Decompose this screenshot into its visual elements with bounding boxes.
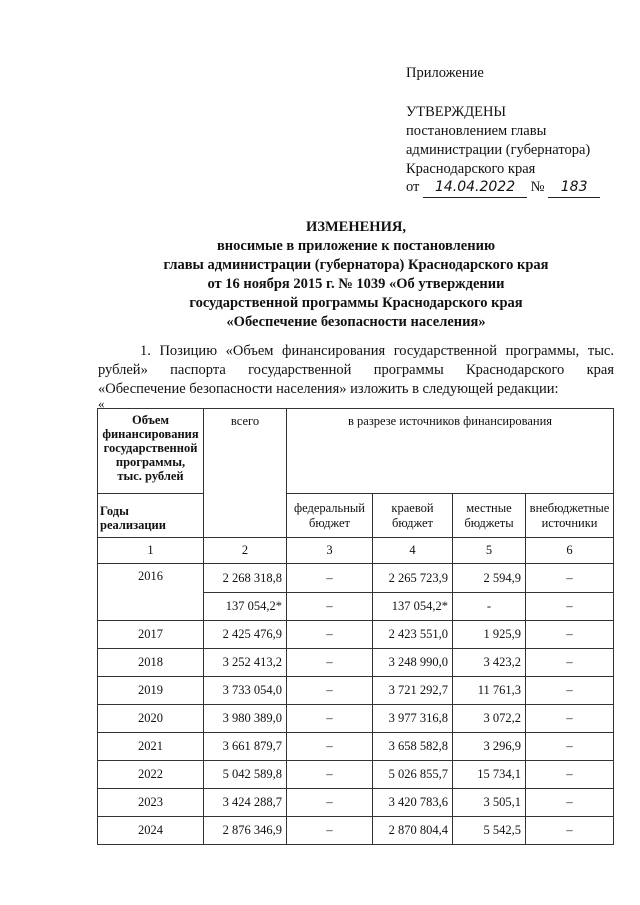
regional-cell: 3 248 990,0: [373, 649, 453, 677]
table-row: [98, 789, 614, 817]
regional-cell: 3 977 316,8: [373, 705, 453, 733]
header-local: местные бюджеты: [453, 494, 526, 538]
document-heading: ИЗМЕНЕНИЯ,: [306, 219, 406, 235]
local-cell: 15 734,1: [453, 761, 526, 789]
table-row: [98, 817, 614, 845]
approved-label: УТВЕРЖДЕНЫ: [406, 104, 507, 120]
regional-cell: 2 870 804,4: [373, 817, 453, 845]
header-left-line: тыс. рублей: [117, 469, 184, 483]
local-cell: 3 505,1: [453, 789, 526, 817]
year-cell: 2024: [98, 817, 204, 845]
header-row-1: [98, 409, 614, 494]
date-prefix: от: [406, 179, 420, 195]
header-total: всего: [204, 409, 287, 538]
year-cell: 2017: [98, 621, 204, 649]
total-cell: 3 733 054,0: [204, 677, 287, 705]
federal-cell: –: [287, 761, 373, 789]
federal-cell: –: [287, 649, 373, 677]
total-cell: 3 424 288,7: [204, 789, 287, 817]
header-left-line: Объем: [131, 413, 169, 427]
number-value: 183: [548, 178, 600, 198]
paragraph-line-1: 1. Позицию «Объем финансирования государственной программы, тыс.: [140, 343, 614, 359]
local-cell: 5 542,5: [453, 817, 526, 845]
total-cell: 3 661 879,7: [204, 733, 287, 761]
table-row: [98, 733, 614, 761]
federal-cell: –: [287, 733, 373, 761]
column-number: 4: [373, 538, 453, 564]
approved-line-3: Краснодарского края: [406, 161, 536, 177]
year-cell: 2016: [98, 564, 204, 621]
approved-line-1: постановлением главы: [406, 123, 547, 139]
table-row: [98, 705, 614, 733]
column-number-row: [98, 538, 614, 564]
total-cell: 137 054,2*: [204, 593, 287, 621]
federal-cell: –: [287, 593, 373, 621]
local-cell: 2 594,9: [453, 564, 526, 593]
extra-cell: –: [526, 564, 614, 593]
regional-cell: 5 026 855,7: [373, 761, 453, 789]
total-cell: 3 980 389,0: [204, 705, 287, 733]
header-extrabudgetary: внебюджетные источники: [526, 494, 614, 538]
financing-table: [97, 408, 614, 845]
federal-cell: –: [287, 564, 373, 593]
table-row: [98, 564, 614, 593]
header-left-line: финансирования: [102, 427, 199, 441]
approved-line-2: администрации (губернатора): [406, 142, 591, 158]
extra-cell: –: [526, 621, 614, 649]
extra-cell: –: [526, 761, 614, 789]
header-row-2: [98, 494, 614, 538]
year-cell: 2022: [98, 761, 204, 789]
column-number: 2: [204, 538, 287, 564]
year-cell: 2023: [98, 789, 204, 817]
column-number: 5: [453, 538, 526, 564]
header-years-line: реализации: [100, 517, 166, 532]
year-cell: 2019: [98, 677, 204, 705]
table-row: [98, 677, 614, 705]
extra-cell: –: [526, 817, 614, 845]
paragraph-line-3: «Обеспечение безопасности населения» изложить в следующей редакции:: [98, 381, 559, 397]
regional-cell: 3 658 582,8: [373, 733, 453, 761]
approval-date-line: [406, 178, 600, 198]
column-number: 3: [287, 538, 373, 564]
header-financing-volume: [98, 409, 204, 494]
header-left-line: государственной: [103, 441, 198, 455]
title-line-2: главы администрации (губернатора) Краснодарского края: [163, 257, 549, 273]
year-cell: 2018: [98, 649, 204, 677]
title-line-4: государственной программы Краснодарского края: [189, 295, 523, 311]
extra-cell: –: [526, 789, 614, 817]
year-cell: 2021: [98, 733, 204, 761]
federal-cell: –: [287, 789, 373, 817]
regional-cell: 2 423 551,0: [373, 621, 453, 649]
federal-cell: –: [287, 677, 373, 705]
table-row: [98, 621, 614, 649]
total-cell: 5 042 589,8: [204, 761, 287, 789]
federal-cell: –: [287, 817, 373, 845]
total-cell: 2 268 318,8: [204, 564, 287, 593]
title-line-5: «Обеспечение безопасности населения»: [226, 314, 486, 330]
extra-cell: –: [526, 649, 614, 677]
title-line-3: от 16 ноября 2015 г. № 1039 «Об утверждении: [207, 276, 505, 292]
local-cell: 3 296,9: [453, 733, 526, 761]
extra-cell: –: [526, 677, 614, 705]
federal-cell: –: [287, 705, 373, 733]
table-row: [98, 649, 614, 677]
local-cell: -: [453, 593, 526, 621]
number-prefix: №: [530, 179, 545, 195]
paragraph-line-2: рублей» паспорта государственной программы Краснодарского края: [98, 362, 614, 378]
federal-cell: –: [287, 621, 373, 649]
header-federal: федеральный бюджет: [287, 494, 373, 538]
open-quote: «: [98, 396, 105, 411]
header-regional: краевой бюджет: [373, 494, 453, 538]
local-cell: 3 072,2: [453, 705, 526, 733]
regional-cell: 137 054,2*: [373, 593, 453, 621]
regional-cell: 3 420 783,6: [373, 789, 453, 817]
regional-cell: 2 265 723,9: [373, 564, 453, 593]
total-cell: 3 252 413,2: [204, 649, 287, 677]
local-cell: 1 925,9: [453, 621, 526, 649]
appendix-label: Приложение: [406, 65, 484, 81]
year-cell: 2020: [98, 705, 204, 733]
header-years: [98, 494, 204, 538]
extra-cell: –: [526, 733, 614, 761]
extra-cell: –: [526, 705, 614, 733]
header-left-line: программы,: [115, 455, 186, 469]
extra-cell: –: [526, 593, 614, 621]
column-number: 6: [526, 538, 614, 564]
total-cell: 2 425 476,9: [204, 621, 287, 649]
header-years-line: Годы: [100, 503, 129, 518]
total-cell: 2 876 346,9: [204, 817, 287, 845]
column-number: 1: [98, 538, 204, 564]
local-cell: 3 423,2: [453, 649, 526, 677]
date-value: 14.04.2022: [423, 178, 527, 198]
regional-cell: 3 721 292,7: [373, 677, 453, 705]
title-line-1: вносимые в приложение к постановлению: [216, 238, 496, 254]
header-sources: в разрезе источников финансирования: [287, 409, 614, 494]
local-cell: 11 761,3: [453, 677, 526, 705]
table-row: [98, 761, 614, 789]
